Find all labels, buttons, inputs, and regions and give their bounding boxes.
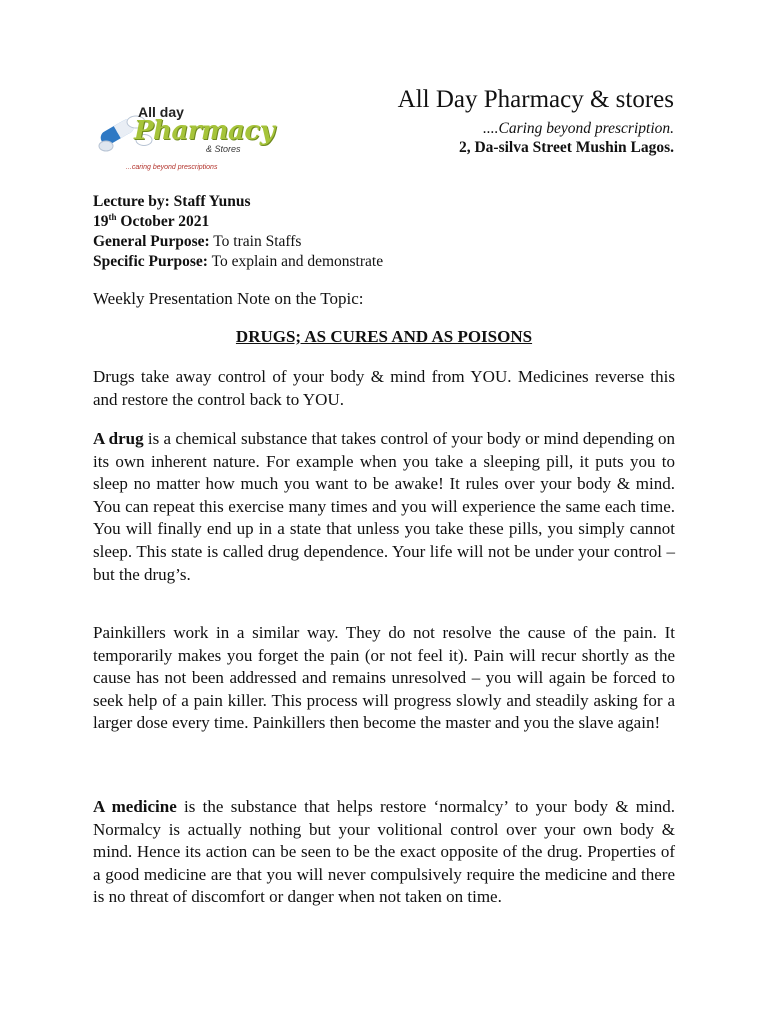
lecture-meta	[93, 192, 383, 272]
pharmacy-address: 2, Da-silva Street Mushin Lagos.	[458, 139, 674, 156]
paragraph-4	[93, 796, 675, 909]
date-rest: October 2021	[120, 213, 210, 230]
logo-word-top: All day	[138, 104, 184, 120]
date-suffix: th	[108, 211, 117, 222]
paragraph-2	[93, 428, 675, 586]
pharmacy-name: All Day Pharmacy & stores	[397, 86, 674, 113]
lecture-by-line	[93, 192, 383, 212]
specific-purpose-line	[93, 252, 383, 272]
paragraph-1: Drugs take away control of your body & mind from YOU. Medicines reverse this and restore the control back to YOU.	[93, 367, 675, 409]
topic-heading: DRUGS; AS CURES AND AS POISONS	[235, 327, 533, 346]
logo-word-main: Pharmacy	[134, 116, 275, 146]
lecture-label: Lecture by:	[93, 193, 170, 210]
pharmacy-logo	[96, 98, 275, 178]
intro-line: Weekly Presentation Note on the Topic:	[93, 289, 364, 308]
paragraph-2-body: is a chemical substance that takes control of your body or mind depending on its own inherent nature. For example when you take a sleeping pill, it puts you to sleep no matter how much you want to be awake! It rules over your body & mind. You can repeat this exercise many times and you will experience the same each time. You will finally end up in a state that unless you take these pills, you simply cannot sleep. This state is called drug dependence. Your life will not be under your control – but the drug’s.	[93, 429, 675, 584]
general-purpose-label: General Purpose:	[93, 233, 210, 250]
drug-term: A drug	[93, 429, 144, 448]
logo-word-sub: & Stores	[206, 144, 241, 154]
paragraph-4-body: is the substance that helps restore ‘normalcy’ to your body & mind. Normalcy is actually nothing but your volitional control over your own body & mind. Hence its action can be seen to be the exact opposite of the drug. Properties of a good medicine are that you will never compulsively require the medicine and there is no threat of discomfort or danger when not taken on time.	[93, 797, 676, 907]
paragraph-3: Painkillers work in a similar way. They do not resolve the cause of the pain. It temporarily makes you forget the pain (or not feel it). Pain will recur shortly as the cause has not been addressed and remains unresolved – you will again be forced to seek help of a pain killer. This process will progress slowly and steadily asking for a larger dose every time. Painkillers then become the master and you the slave again!	[93, 623, 675, 733]
lecture-value: Staff Yunus	[173, 193, 251, 210]
general-purpose-value: To train Staffs	[213, 233, 302, 250]
specific-purpose-value: To explain and demonstrate	[211, 253, 384, 270]
medicine-term: A medicine	[93, 797, 177, 816]
lecture-date-line	[93, 212, 383, 232]
general-purpose-line	[93, 232, 383, 252]
logo-tagline: ...caring beyond prescriptions	[126, 164, 218, 171]
date-day: 19	[93, 213, 109, 230]
pharmacy-tagline: ....Caring beyond prescription.	[482, 120, 674, 137]
specific-purpose-label: Specific Purpose:	[93, 253, 208, 270]
